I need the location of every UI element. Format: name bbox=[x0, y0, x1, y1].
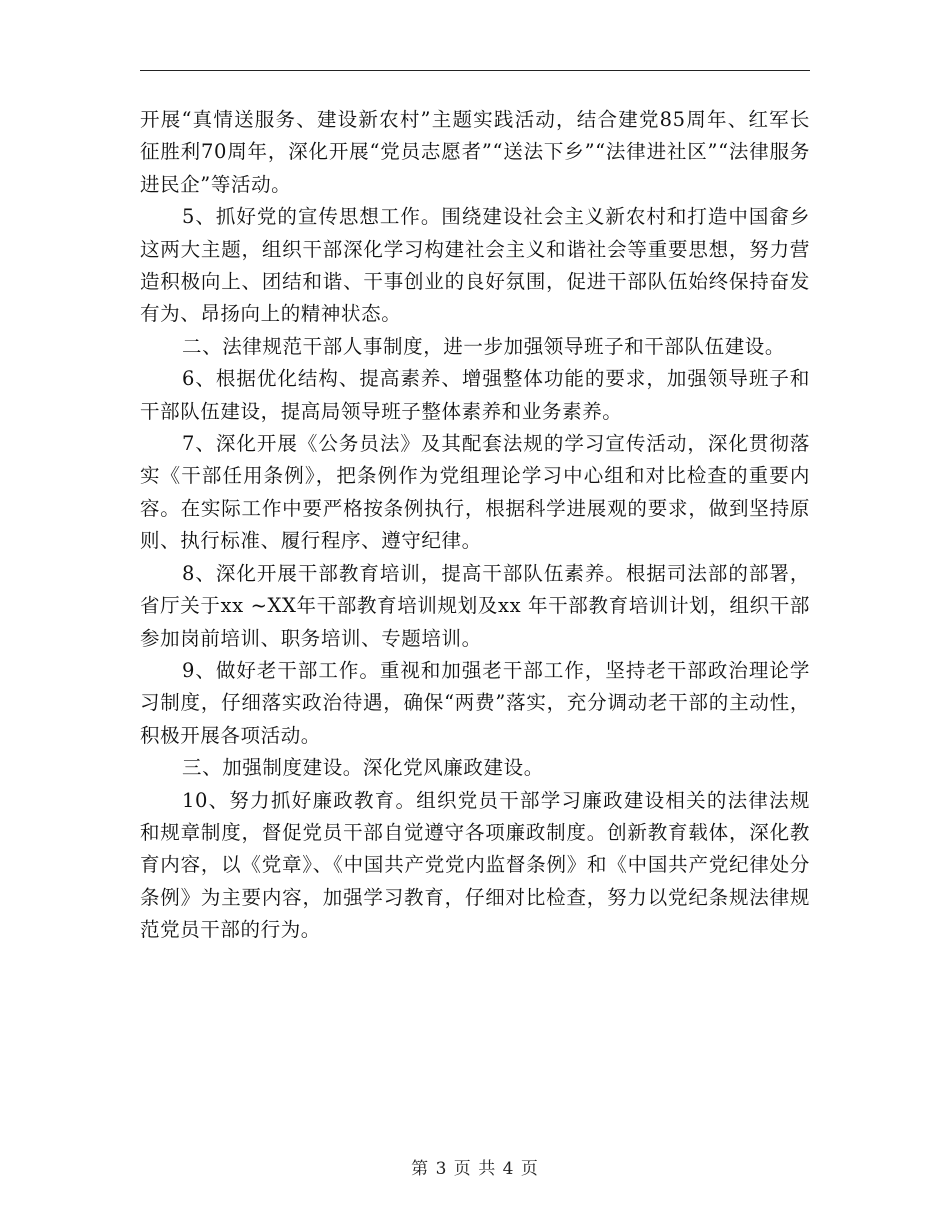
paragraph-7: 9、做好老干部工作。重视和加强老干部工作，坚持老干部政治理论学习制度，仔细落实政治待遇，确保“两费”落实，充分调动老干部的主动性，积极开展各项活动。 bbox=[140, 658, 810, 747]
paragraph-2: 5、抓好党的宣传思想工作。围绕建设社会主义新农村和打造中国畲乡这两大主题，组织干部深化学习构建社会主义和谐社会等重要思想，努力营造积极向上、团结和谐、干事创业的良好氛围，促进干部队伍始终保持奋发有为、昂扬向上的精神状态。 bbox=[140, 205, 810, 326]
paragraph-3: 二、法律规范干部人事制度，进一步加强领导班子和干部队伍建设。 bbox=[182, 334, 786, 358]
header-rule bbox=[140, 70, 810, 71]
page-number-footer: 第 3 页 共 4 页 bbox=[411, 1159, 539, 1179]
paragraph-6: 8、深化开展干部教育培训，提高干部队伍素养。根据司法部的部署，省厅关于xx ~XX年干部教育培训规划及xx 年干部教育培训计划，组织干部参加岗前培训、职务培训、专题培训。 bbox=[140, 561, 810, 650]
paragraph-5: 7、深化开展《公务员法》及其配套法规的学习宣传活动，深化贯彻落实《干部任用条例》，把条例作为党组理论学习中心组和对比检查的重要内容。在实际工作中要严格按条例执行，根据科学进展观的要求，做到坚持原则、执行标准、履行程序、遵守纪律。 bbox=[140, 432, 810, 553]
paragraph-8: 三、加强制度建设。深化党风廉政建设。 bbox=[182, 756, 544, 780]
paragraph-1: 开展“真情送服务、建设新农村”主题实践活动，结合建党85周年、红军长征胜利70周年，深化开展“党员志愿者”“送法下乡”“法律进社区”“法律服务进民企”等活动。 bbox=[140, 108, 810, 196]
paragraph-9: 10、努力抓好廉政教育。组织党员干部学习廉政建设相关的法律法规和规章制度，督促党员干部自觉遵守各项廉政制度。创新教育载体，深化教育内容，以《党章》、《中国共产党党内监督条例》和《中国共产党纪律处分条例》为主要内容，加强学习教育，仔细对比检查，努力以党纪条规法律规范党员干部的行为。 bbox=[140, 788, 810, 942]
document-body bbox=[140, 104, 810, 947]
paragraph-4: 6、根据优化结构、提高素养、增强整体功能的要求，加强领导班子和干部队伍建设，提高局领导班子整体素养和业务素养。 bbox=[140, 367, 810, 423]
